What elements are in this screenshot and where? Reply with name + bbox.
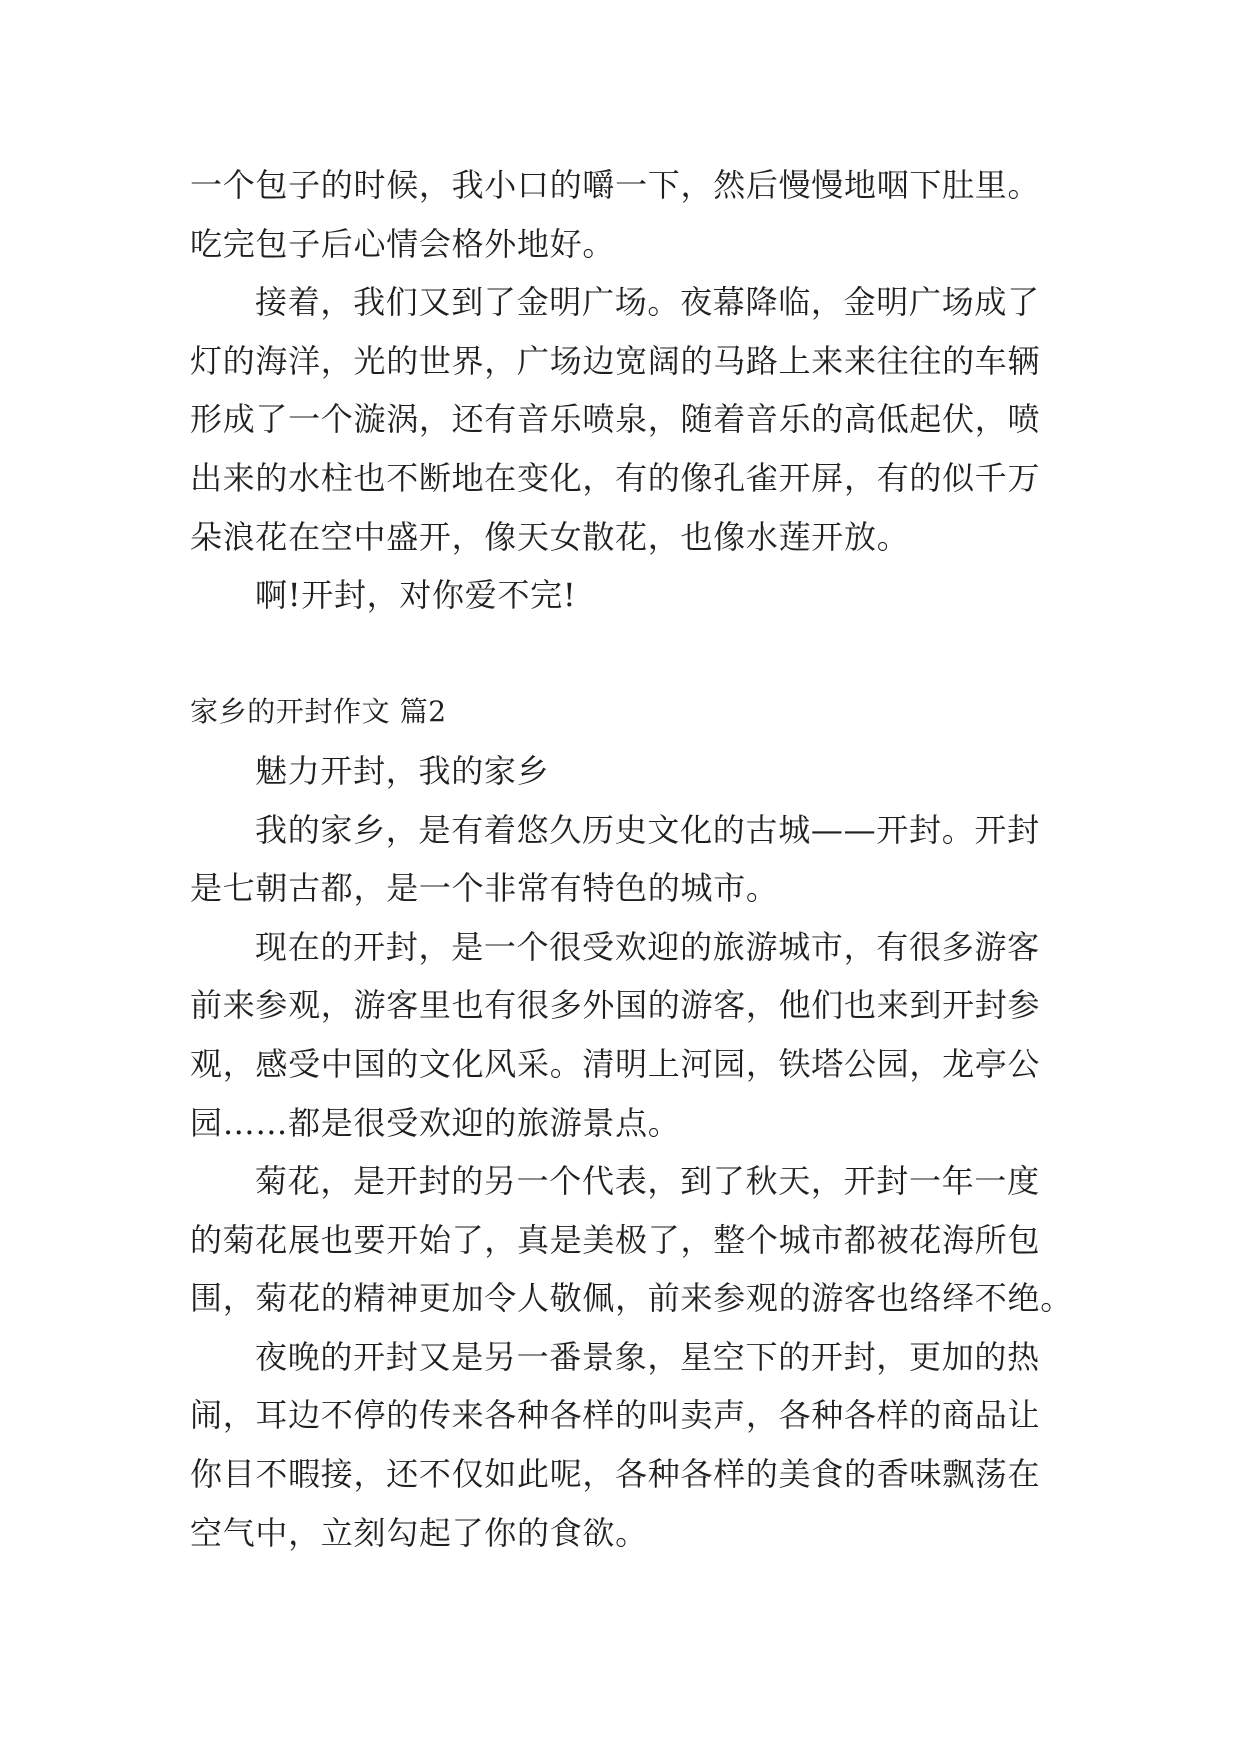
section-spacer bbox=[190, 625, 1150, 684]
paragraph bbox=[190, 1152, 1150, 1328]
text-line: 一个包子的时候，我小口的嚼一下，然后慢慢地咽下肚里。 bbox=[190, 166, 1041, 204]
text-line: 园……都是很受欢迎的旅游景点。 bbox=[190, 1103, 681, 1142]
text-line: 接着，我们又到了金明广场。夜幕降临，金明广场成了 bbox=[255, 283, 1040, 322]
paragraph bbox=[190, 918, 1150, 1152]
text-line: 观，感受中国的文化风采。清明上河园，铁塔公园，龙亭公 bbox=[190, 1044, 1041, 1083]
text-line: 空气中，立刻勾起了你的食欲。 bbox=[190, 1513, 648, 1552]
paragraph bbox=[190, 1328, 1150, 1562]
paragraph bbox=[190, 566, 1150, 625]
text-line: 的菊花展也要开始了，真是美极了，整个城市都被花海所包 bbox=[190, 1220, 1041, 1259]
text-line: 是七朝古都，是一个非常有特色的城市。 bbox=[190, 869, 779, 908]
paragraph-continuation bbox=[190, 156, 1150, 273]
paragraph bbox=[190, 742, 1150, 801]
text-line: 魅力开封，我的家乡 bbox=[255, 751, 550, 790]
text-line: 前来参观，游客里也有很多外国的游客，他们也来到开封参 bbox=[190, 986, 1041, 1025]
text-line: 灯的海洋，光的世界，广场边宽阔的马路上来来往往的车辆 bbox=[190, 341, 1041, 380]
text-line: 现在的开封，是一个很受欢迎的旅游城市，有很多游客 bbox=[255, 927, 1040, 966]
text-line: 吃完包子后心情会格外地好。 bbox=[190, 224, 616, 263]
text-line: 夜晚的开封又是另一番景象，星空下的开封，更加的热 bbox=[255, 1337, 1040, 1376]
text-line: 围，菊花的精神更加令人敬佩，前来参观的游客也络绎不绝。 bbox=[190, 1279, 1073, 1318]
text-line: 菊花，是开封的另一个代表，到了秋天，开封一年一度 bbox=[255, 1162, 1040, 1201]
text-line: 出来的水柱也不断地在变化，有的像孔雀开屏，有的似千万 bbox=[190, 458, 1041, 497]
paragraph bbox=[190, 273, 1150, 566]
text-line: 啊!开封，对你爱不完! bbox=[255, 576, 577, 615]
text-line: 形成了一个漩涡，还有音乐喷泉，随着音乐的高低起伏，喷 bbox=[190, 400, 1041, 439]
document-body bbox=[190, 156, 1150, 1562]
text-line: 朵浪花在空中盛开，像天女散花，也像水莲开放。 bbox=[190, 517, 910, 556]
text-line: 闹，耳边不停的传来各种各样的叫卖声，各种各样的商品让 bbox=[190, 1396, 1041, 1435]
text-line: 你目不暇接，还不仅如此呢，各种各样的美食的香味飘荡在 bbox=[190, 1455, 1041, 1494]
text-line: 我的家乡，是有着悠久历史文化的古城——开封。开封 bbox=[255, 810, 1040, 849]
paragraph bbox=[190, 801, 1150, 918]
section-heading: 家乡的开封作文 篇2 bbox=[190, 695, 447, 729]
